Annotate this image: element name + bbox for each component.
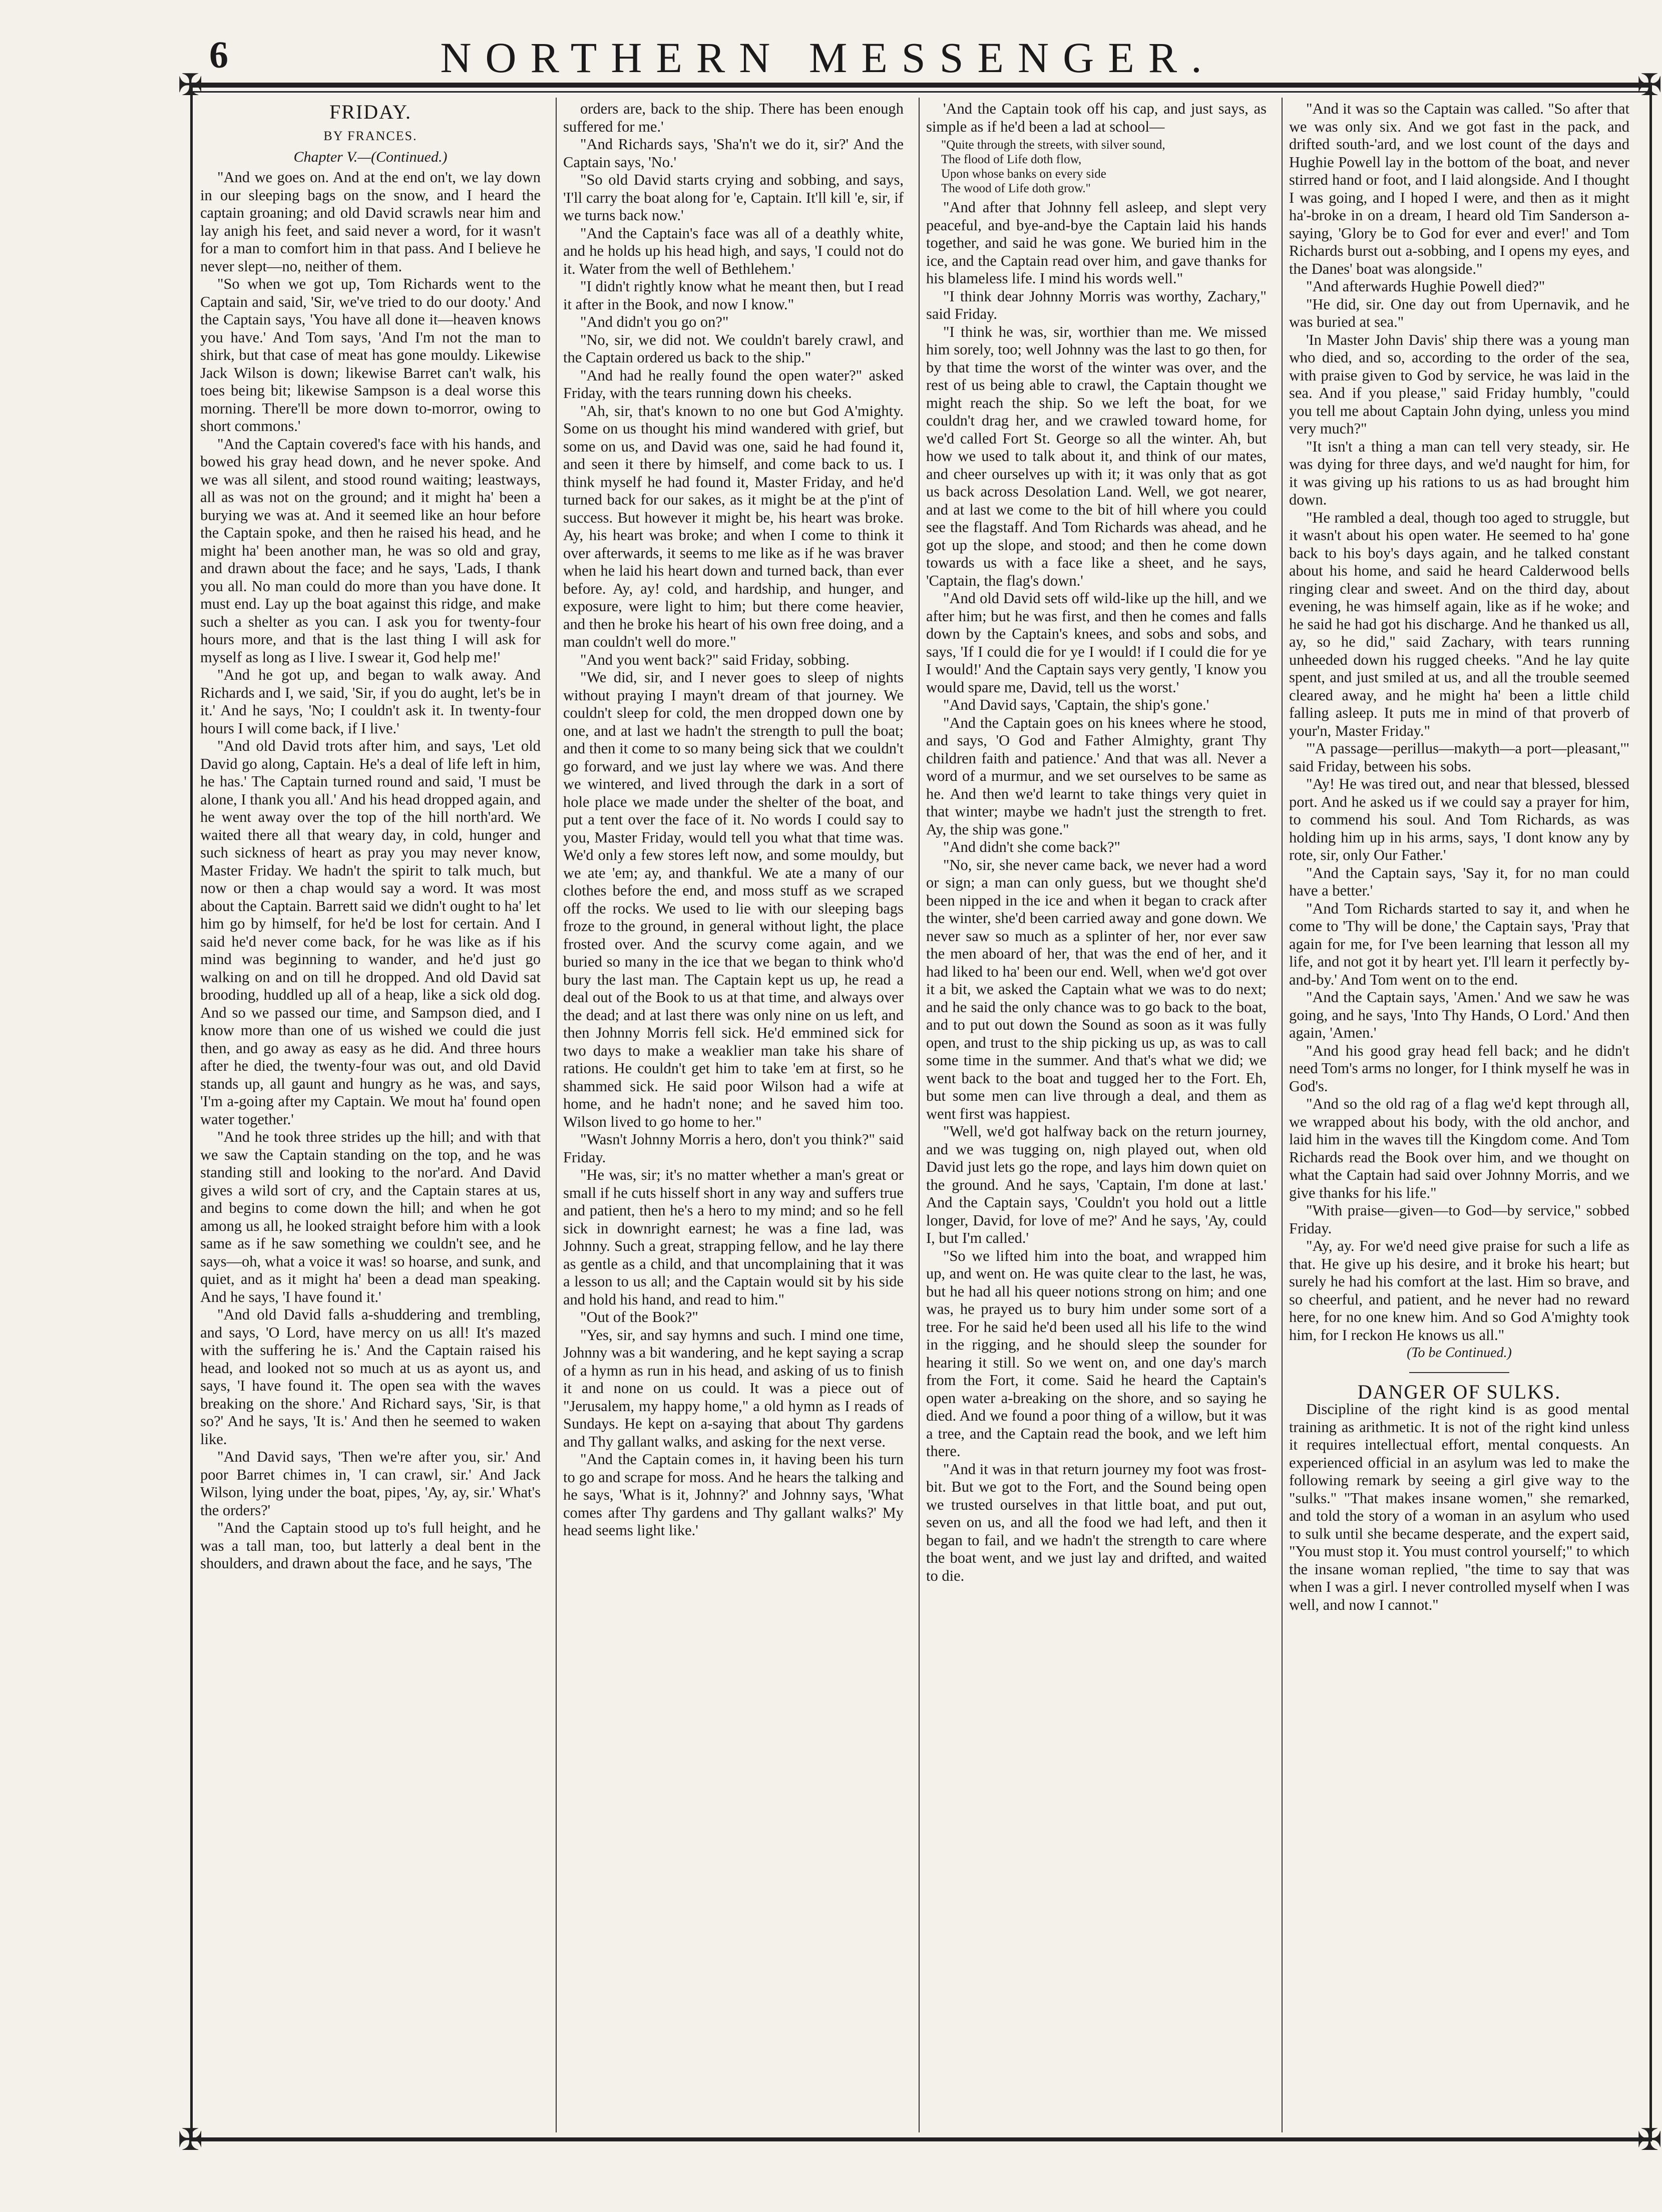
paragraph: "And the Captain's face was all of a deathly white, and he holds up his head high, and says, 'I could not do it. Water from the well of Bethlehem.' [563,224,904,277]
column-3 [926,100,1267,2127]
top-rule [190,83,1652,88]
paragraph: "And Richards says, 'Sha'n't we do it, sir?' And the Captain says, 'No.' [563,136,904,171]
paragraph: "So we lifted him into the boat, and wrapped him up, and went on. He was quite clear to the last, he was, but he had all his queer notions strong on him; and one was, he prayed us to bury him under some sort of a tree. For he said he'd been used all his life to the wind in the rigging, and he should sleep the sounder for hearing it still. So we went on, and one day's march from the Fort, it come. Said he heard the Captain's open water a-breaking on the shore, and so saying he died. And we found a poor thing of a willow, but it was a tree, and the Captain read the book, and we left him there. [926,1247,1267,1460]
column-1 [200,100,541,2127]
paragraph: "No, sir, we did not. We couldn't barely crawl, and the Captain ordered us back to the ship." [563,331,904,366]
corner-ornament-icon: ✠ [178,69,203,102]
paragraph: "I think he was, sir, worthier than me. We missed him sorely, too; well Johnny was the last to go then, for by that time the worst of the winter was over, and the rest of us being able to crawl, the Captain thought we might reach the ship. So we left the boat, for we couldn't drag her, and we crawled toward home, for we'd called Fort St. George so all the winter. Ah, but how we used to talk about it, and think of our mates, and cheer ourselves up with it; it was only that as got us back across Desolation Land. Well, we got nearer, and at last we come to the bit of hill where you could see the flagstaff. And Tom Richards was ahead, and he got up the slope, and stood; and then he come down towards us with a face like a sheet, and he says, 'Captain, the flag's down.' [926,323,1267,589]
verse-line: The flood of Life doth flow, [941,153,1082,166]
column-3-body-a [926,100,1267,136]
masthead: NORTHERN MESSENGER. [440,34,1216,82]
frame-right-rule [1649,83,1652,2140]
corner-ornament-icon: ✠ [1637,69,1662,102]
corner-ornament-icon: ✠ [1637,2123,1662,2156]
paragraph: "He was, sir; it's no matter whether a man's great or small if he cuts hisself short in any way and suffers true and patient, then he's a hero to my mind; and so he fell sick in downright earnest; he was a fine lad, was Johnny. Such a great, strapping fellow, and he lay there as gentle as a child, and that uncomplaining that it was a lesson to us all; and the Captain would sit by his side and hold his hand, and read to him." [563,1166,904,1308]
paragraph: "I didn't rightly know what he meant then, but I read it after in the Book, and now I know." [563,278,904,313]
paragraph: "Ay, ay. For we'd need give praise for such a life as that. He give up his desire, and it broke his heart; but surely he had his comfort at the last. Him so brave, and so cheerful, and patient, and he never had no reward here, for no one knew him. And so God A'mighty took him, for I reckon He knows us all." [1289,1237,1629,1344]
paragraph: "I think dear Johnny Morris was worthy, Zachary," said Friday. [926,287,1267,322]
paragraph: "No, sir, she never came back, we never had a word or sign; a man can only guess, but we thought she'd been nipped in the ice and when it began to crack after the winter, she'd been carried away and gone down. We never saw so much as a splinter of her, nor ever saw the men aboard of her, that was the end of her, and it had liked to ha' been our end. Well, when we'd got over it a bit, we asked the Captain what we was to do next; and he said the only chance was to go back to the boat, and to put out down the Sound as soon as it was fully open, and trust to the ship picking us up, as was to call some time in the summer. And that's what we did; we went back to the boat and tugged her to the Fort. Eh, but some men can live through a deal, and them as went first was happiest. [926,856,1267,1122]
paragraph: "Well, we'd got halfway back on the return journey, and we was tugging on, nigh played out, when old David just lets go the rope, and lays him down quiet on the ground. And he says, 'Captain, I'm done at last.' And the Captain says, 'Couldn't you hold out a little longer, David, for love of me?' And he says, 'Ay, could I, but I'm called.' [926,1123,1267,1246]
frame-left-rule [190,83,193,2140]
paragraph: "And old David sets off wild-like up the hill, and we after him; but he was first, and then he comes and falls down by the Captain's knees, and sobs and sobs, and says, 'If I could die for ye I would! if I could die for ye I would!' And the Captain says very gently, 'I know you would spare me, David, tell us the worst.' [926,590,1267,696]
paragraph: "And it was in that return journey my foot was frost-bit. But we got to the Fort, and the Sound being open we trusted ourselves in that little boat, and put out, seven on us, and all the food we had left, and then it began to fail, and we hadn't the strength to care where the boat went, and we just lay and drifted, and waited to die. [926,1460,1267,1584]
page-header [20,28,1636,83]
verse-line: "Quite through the streets, with silver sound, [941,138,1165,152]
paragraph: "With praise—given—to God—by service," sobbed Friday. [1289,1202,1629,1237]
paragraph: "And afterwards Hughie Powell died?" [1306,278,1545,295]
paragraph: "Ah, sir, that's known to no one but God A'mighty. Some on us thought his mind wandered with grief, but some on us, and David was one, said he had found it, and seen it there by himself, and come back to us. I think myself he had found it, Master Friday, and he'd turned back for our sakes, as it might be at the p'int of success. But however it might be, his heart was broke. Ay, his heart was broke; and when I come to think it over afterwards, it seems to me like as if he was braver when he laid his heart down and turned back, than ever before. Ay, ay! cold, and hardship, and hunger, and exposure, were light to him; but there come heavier, and then he broke his heart of his own free doing, and a man couldn't well do more." [563,402,904,650]
paragraph: "Yes, sir, and say hymns and such. I mind one time, Johnny was a bit wandering, and he kept saying a scrap of a hymn as run in his head, and asking of us to finish it and none on us could. It was a piece out of "Jerusalem, my happy home," a old hymn as I reads of Sundays. He kept on a-saying that about Thy gardens and Thy gallant walks, and asking for the next verse. [563,1326,904,1450]
hymn-verse [941,138,1267,196]
section-divider [1409,1372,1509,1373]
paragraph: "And the Captain comes in, it having been his turn to go and scrape for moss. And he hears the talking and he says, 'What is it, Johnny?' and Johnny says, 'What comes after Thy gardens and Thy gallant walks?' My head seems light like.' [563,1451,904,1539]
paragraph: "And had he really found the open water?" asked Friday, with the tears running down his cheeks. [563,366,904,401]
paragraph: "It isn't a thing a man can tell very steady, sir. He was dying for three days, and we'd naught for him, for it was giving up his rations to us as had brought him down. [1289,437,1629,508]
paragraph: "And Tom Richards started to say it, and when he come to 'Thy will be done,' the Captain says, 'Pray that again for me, for I've been learning that lesson all my life, and not got it by heart yet. I'll learn it perfectly by-and-by.' And Tom went on to the end. [1289,900,1629,988]
paragraph: "And he took three strides up the hill; and with that we saw the Captain standing on the top, and he was standing still and looking to the nor'ard. And David gives a wild sort of cry, and the Captain stares at us, and begins to come down the hill; and when he got among us all, he looked straight before him with a look same as if he saw something we couldn't see, and he says—oh, what a voice it was! so hoarse, and sunk, and quiet, and as it might ha' been a dead man speaking. And he says, 'I have found it.' [200,1128,541,1305]
paragraph: "And didn't she come back?" [943,838,1120,855]
verse-line: Upon whose banks on every side [941,167,1106,181]
verse-line: The wood of Life doth grow." [941,182,1091,195]
paragraph: "And the Captain stood up to's full height, and he was a tall man, too, but latterly a deal bent in the shoulders, and drawn about the face, and he says, 'The [200,1519,541,1572]
story-title: FRIDAY. [329,101,412,123]
paragraph: 'In Master John Davis' ship there was a young man who died, and so, according to the order of the sea, with praise given to God by service, he was laid in the sea. And if you please," said Friday humbly, "could you tell me about Captain John dying, unless you mind very much?" [1289,331,1629,437]
paragraph: "So old David starts crying and sobbing, and says, 'I'll carry the boat along for 'e, Captain. It'll kill 'e, sir, if we turns back now.' [563,171,904,224]
paragraph: "And David says, 'Captain, the ship's gone.' [943,696,1209,713]
paragraph: "And the Captain covered's face with his hands, and bowed his gray head down, and he never spoke. And we was all silent, and stood round waiting; leastways, all as was not on the ground; and it might ha' been a burying we was at. And it seemed like an hour before the Captain spoke, and then he raised his head, and he might ha' been another man, he was so old and gray, and drawn about the face; and he says, 'Lads, I thank you all. No man could do more than you have done. It must end. Lay up the boat against this ridge, and make such a shelter as you can. I ask you for twenty-four hours more, and that is the last thing I will ask for myself as long as I live. I swear it, God help me!' [200,435,541,666]
paragraph: "And we goes on. And at the end on't, we lay down in our sleeping bags on the snow, and I heard the captain groaning; and old David scrawls near him and lay anigh his feet, and said never a word, for it wasn't for a man to comfort him in that pass. And I believe he never slept—no, neither of them. [200,169,541,275]
top-rule-thin [190,91,1652,93]
page-number: 6 [209,34,228,76]
column-rule [919,98,920,2132]
column-3-body-b [926,199,1267,1585]
paragraph: "And the Captain goes on his knees where he stood, and says, 'O God and Father Almighty, grant Thy children faith and patience.' And that was all. Never a word of a murmur, and we set ourselves to be same as he. And then we'd learnt to take things very quiet in that winter; maybe we hadn't just the strength to fret. Ay, the ship was gone." [926,714,1267,838]
paragraph: "And after that Johnny fell asleep, and slept very peaceful, and bye-and-bye the Captain laid his hands together, and said he was gone. We buried him in the ice, and the Captain read over him, and gave thanks for his blameless life. I mind his words well." [926,199,1267,287]
column-rule [1282,98,1283,2132]
paragraph: "Out of the Book?" [580,1308,698,1325]
paragraph: "And his good gray head fell back; and he didn't need Tom's arms no longer, for I think myself he was in God's. [1289,1042,1629,1095]
paragraph: "And it was so the Captain was called. "So after that we was only six. And we got fast in the pack, and drifted south-'ard, and we lost count of the days and Hughie Powell lay in the bottom of the boat, and never stirred hand or foot, and I laid alongside. And I thought I was going, and I hoped I were, and then as it might ha'-broke in on a dream, I heard old Tim Sanderson a-saying, 'Glory be to God for ever and ever!' and Tom Richards burst out a-sobbing, and I opens my eyes, and the Danes' boat was alongside." [1289,100,1629,277]
paragraph: "'A passage—perillus—makyth—a port—pleasant,'" said Friday, between his sobs. [1289,740,1629,775]
to-be-continued: (To be Continued.) [1407,1345,1512,1361]
bottom-rule [190,2137,1652,2141]
column-rule [556,98,557,2132]
paragraph: "He rambled a deal, though too aged to struggle, but it wasn't about his open water. He seemed to ha' gone back to his boy's days again, and he talked constant about his home, and said he heard Calderwood bells ringing clear and sweet. And on the third day, about evening, he was himself again, like as if he woke; and he said he had got his discharge. And he thanked us all, ay, so he did," said Zachary, with tears running unheeded down his rugged cheeks. "And he lay quite spent, and just smiled at us, and all the trouble seemed cleared away, and he might ha' been a little child falling asleep. It puts me in mind of that proverb of your'n, Master Friday." [1289,509,1629,739]
column-2-body [563,100,904,1540]
paragraph: "So when we got up, Tom Richards went to the Captain and said, 'Sir, we've tried to do our dooty.' And the Captain says, 'You have all done it—heaven knows you have.' And Tom says, 'And I'm not the man to shirk, but that case of meat has gone mouldy. Likewise Jack Wilson is down; likewise Barret can't walk, his toes being bit; likewise Sampson is a deal worse this morning. There'll be more down to-morror, owing to short commons.' [200,275,541,434]
paragraph: 'And the Captain took off his cap, and just says, as simple as if he'd been a lad at school— [926,100,1267,135]
paragraph: "And David says, 'Then we're after you, sir.' And poor Barret chimes in, 'I can crawl, sir.' And Jack Wilson, lying under the boat, pipes, 'Ay, ay, sir.' What's the orders?' [200,1448,541,1519]
paragraph: "Wasn't Johnny Morris a hero, don't you think?" said Friday. [563,1131,904,1166]
paragraph: "And you went back?" said Friday, sobbing. [580,651,850,668]
paragraph: "Ay! He was tired out, and near that blessed, blessed port. And he asked us if we could say a prayer for him, to commend his soul. And Tom Richards, as was holding him up in his arms, says, 'I dont know any by rote, sir, only Our Father.' [1289,775,1629,863]
paragraph: "And so the old rag of a flag we'd kept through all, we wrapped about his body, with the old anchor, and laid him in the waves till the Kingdom come. And Tom Richards read the Book over him, and we thought on what the Captain had said over Johnny Morris, and we give thanks for his life." [1289,1095,1629,1201]
story-byline: BY FRANCES. [323,129,418,143]
paragraph: "And he got up, and began to walk away. And Richards and I, we said, 'Sir, if you do aught, let's be in it.' And he says, 'No; I couldn't ask it. In twenty-four hours I will come back, if I live.' [200,666,541,737]
article-title: DANGER OF SULKS. [1357,1380,1561,1403]
paragraph: "He did, sir. One day out from Upernavik, and he was buried at sea." [1289,295,1629,330]
column-2 [563,100,904,2127]
paragraph: "And didn't you go on?" [580,313,729,330]
article-body: Discipline of the right kind is as good mental training as arithmetic. It is not of the right kind unless it requires intellectual effort, mental conquests. An experienced official in an asylum was led to make the following remark by seeing a girl give way to the "sulks." "That makes insane women," she remarked, and told the story of a woman in an asylum who used to sulk until she became desperate, and the expert said, "You must stop it. You must control yourself;" to which the insane woman replied, "the time to say that was when I was a girl. I never controlled myself when I was well, and now I cannot." [1289,1401,1629,1613]
chapter-heading: Chapter V.—(Continued.) [293,148,448,165]
paragraph: orders are, back to the ship. There has been enough suffered for me.' [563,100,904,135]
paragraph: "And the Captain says, 'Amen.' And we saw he was going, and he says, 'Into Thy Hands, O Lord.' And then again, 'Amen.' [1289,989,1629,1041]
paragraph: "And the Captain says, 'Say it, for no man could have a better.' [1289,864,1629,899]
paragraph: "We did, sir, and I never goes to sleep of nights without praying I mayn't dream of that journey. We couldn't sleep for cold, the men dropped down one by one, and at last we hadn't the strength to pull the boat; and then it come to so many being sick that we couldn't go forward, and we just lay where we was. And there we wintered, and lived through the dark in a sort of hole place we made under the shelter of the boat, and put a tent over the face of it. No words I could say to you, Master Friday, would tell you what that time was. We'd only a few stores left now, and some mouldy, but we ate 'em; ay, and thankful. We ate a many of our clothes before the end, and moss stuff as we scraped off the rocks. We used to lie with our sleeping bags froze to the ground, in general without light, the place frosted over. And the scurvy come again, and we buried so many in the ice that we began to think who'd bury the last man. The Captain kept us up, he read a deal out of the Book to us at that time, and always over the dead; and at last there was only nine on us left, and then Johnny Morris fell sick. He'd emmined sick for two days to make a weaklier man take his share of rations. He couldn't get him to take 'em at first, so he shammed sick. He said poor Wilson had a wife at home, and he hadn't none; and he saved him too. Wilson lived to go home to her." [563,669,904,1130]
corner-ornament-icon: ✠ [178,2123,203,2156]
column-4 [1289,100,1629,2127]
column-1-body [200,169,541,1573]
paragraph: "And old David trots after him, and says, 'Let old David go along, Captain. He's a deal of life left in him, he has.' The Captain turned round and said, 'I must be alone, I thank you all.' And his head dropped again, and he went away over the top of the hill north'ard. We waited there all that weary day, in cold, hunger and such sickness of heart as pray you may never know, Master Friday. We hadn't the spirit to talk much, but now or then a chap would say a word. It was most about the Captain. Barrett said we didn't ought to ha' let him go by himself, for he'd be lost for certain. And I said he'd never come back, for he was like as if his mind was beginning to wander, and he'd just go walking on and on till he dropped. And old David sat brooding, huddled up all of a heap, like a sick old dog. And so we passed our time, and Sampson died, and I know more than one of us wished we could die just then, and go away as easy as he did. And three hours after he died, the twenty-four was out, and old David stands up, all gaunt and hungry as he was, and says, 'I'm a-going after my Captain. We mout ha' found open water together.' [200,737,541,1128]
paragraph: "And old David falls a-shuddering and trembling, and says, 'O Lord, have mercy on us all! It's mazed with the suffering he is.' And the Captain raised his head, and looked not so much at us as ayont us, and says, 'I have found it. The open sea with the waves breaking on the shore.' And Richard says, 'Sir, is that so?' And he says, 'It is.' And then he seemed to waken like. [200,1306,541,1448]
column-4-body [1289,100,1629,1344]
